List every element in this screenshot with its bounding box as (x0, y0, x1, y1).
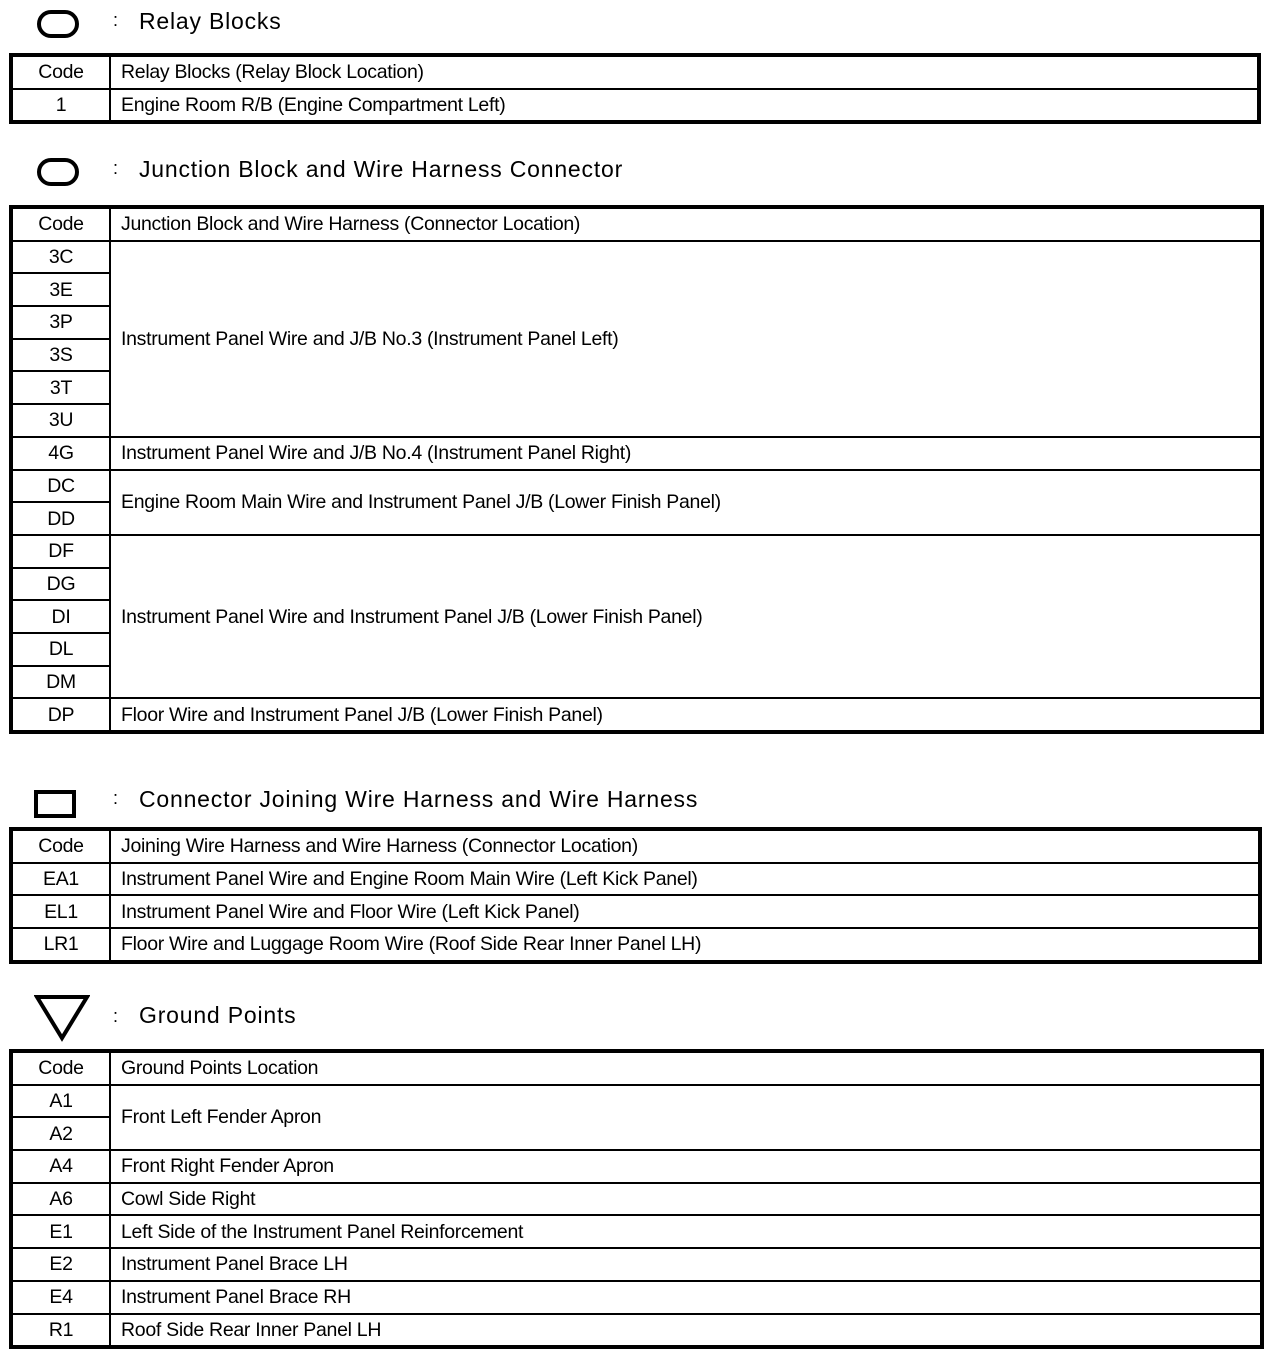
description-cell: Instrument Panel Wire and Floor Wire (Left Kick Panel) (110, 895, 1259, 928)
relay-block-symbol-icon (37, 10, 79, 38)
table-row (12, 1281, 1261, 1314)
table-row (12, 698, 1261, 731)
code-header: Code (12, 1052, 110, 1085)
code-cell: A6 (12, 1183, 110, 1216)
code-cell: DD (12, 502, 110, 535)
description-header: Joining Wire Harness and Wire Harness (Connector Location) (110, 830, 1259, 863)
table-row (12, 928, 1259, 961)
code-cell: 3P (12, 306, 110, 339)
description-cell: Engine Room Main Wire and Instrument Panel J/B (Lower Finish Panel) (110, 470, 1261, 535)
code-cell: LR1 (12, 928, 110, 961)
description-cell: Left Side of the Instrument Panel Reinforcement (110, 1215, 1261, 1248)
table-row (12, 89, 1258, 122)
connector-title: Connector Joining Wire Harness and Wire Harness (139, 786, 699, 812)
description-cell: Front Right Fender Apron (110, 1150, 1261, 1183)
code-cell: 3U (12, 404, 110, 437)
table-row (12, 535, 1261, 568)
description-cell: Roof Side Rear Inner Panel LH (110, 1314, 1261, 1347)
relay-blocks-title: Relay Blocks (139, 8, 282, 34)
table-header-row (12, 208, 1261, 241)
code-header: Code (12, 208, 110, 241)
heading-colon: : (113, 1006, 119, 1026)
code-cell: 3T (12, 371, 110, 404)
code-cell: EA1 (12, 863, 110, 896)
relay-blocks-heading (0, 4, 1280, 44)
table-row (12, 241, 1261, 274)
connector-heading (0, 782, 1280, 822)
description-cell: Instrument Panel Wire and J/B No.4 (Instrument Panel Right) (110, 437, 1261, 470)
code-cell: A4 (12, 1150, 110, 1183)
description-cell: Instrument Panel Wire and Engine Room Main Wire (Left Kick Panel) (110, 863, 1259, 896)
code-cell: R1 (12, 1314, 110, 1347)
ground-points-heading (0, 994, 1280, 1034)
table-header-row (12, 830, 1259, 863)
code-cell: E1 (12, 1215, 110, 1248)
description-cell: Instrument Panel Brace RH (110, 1281, 1261, 1314)
table-header-row (12, 1052, 1261, 1085)
table-row (12, 1085, 1261, 1118)
heading-colon: : (113, 158, 119, 178)
table-row (12, 1215, 1261, 1248)
code-cell: EL1 (12, 895, 110, 928)
table-row (12, 1183, 1261, 1216)
table-row (12, 1150, 1261, 1183)
description-cell: Floor Wire and Luggage Room Wire (Roof Side Rear Inner Panel LH) (110, 928, 1259, 961)
code-cell: 4G (12, 437, 110, 470)
description-cell: Instrument Panel Wire and Instrument Panel J/B (Lower Finish Panel) (110, 535, 1261, 698)
table-row (12, 895, 1259, 928)
description-cell: Engine Room R/B (Engine Compartment Left) (110, 89, 1258, 122)
table-row (12, 863, 1259, 896)
ground-points-title: Ground Points (139, 1002, 297, 1028)
code-cell: 3S (12, 339, 110, 372)
junction-block-table (11, 207, 1262, 732)
description-cell: Instrument Panel Wire and J/B No.3 (Instrument Panel Left) (110, 241, 1261, 437)
code-cell: 1 (12, 89, 110, 122)
relay-blocks-table (11, 55, 1259, 122)
junction-block-heading (0, 152, 1280, 192)
code-cell: DC (12, 470, 110, 503)
description-cell: Floor Wire and Instrument Panel J/B (Lower Finish Panel) (110, 698, 1261, 731)
table-row (12, 437, 1261, 470)
code-cell: DL (12, 633, 110, 666)
description-header: Junction Block and Wire Harness (Connector Location) (110, 208, 1261, 241)
description-cell: Front Left Fender Apron (110, 1085, 1261, 1150)
code-cell: 3C (12, 241, 110, 274)
code-cell: DF (12, 535, 110, 568)
ground-triangle-icon (34, 994, 90, 1042)
connector-symbol-icon (34, 790, 76, 818)
description-header: Relay Blocks (Relay Block Location) (110, 56, 1258, 89)
description-header: Ground Points Location (110, 1052, 1261, 1085)
code-cell: E4 (12, 1281, 110, 1314)
code-header: Code (12, 830, 110, 863)
description-cell: Instrument Panel Brace LH (110, 1248, 1261, 1281)
table-row (12, 470, 1261, 503)
junction-block-symbol-icon (37, 158, 79, 186)
code-cell: A2 (12, 1117, 110, 1150)
table-row (12, 1248, 1261, 1281)
code-cell: DM (12, 666, 110, 699)
code-header: Code (12, 56, 110, 89)
table-header-row (12, 56, 1258, 89)
ground-points-table (11, 1051, 1262, 1347)
description-cell: Cowl Side Right (110, 1183, 1261, 1216)
junction-block-title: Junction Block and Wire Harness Connector (139, 156, 624, 182)
code-cell: DG (12, 568, 110, 601)
code-cell: DP (12, 698, 110, 731)
code-cell: A1 (12, 1085, 110, 1118)
table-row (12, 1314, 1261, 1347)
code-cell: DI (12, 600, 110, 633)
heading-colon: : (113, 788, 119, 808)
code-cell: 3E (12, 273, 110, 306)
connector-table (11, 829, 1260, 962)
code-cell: E2 (12, 1248, 110, 1281)
heading-colon: : (113, 10, 119, 30)
